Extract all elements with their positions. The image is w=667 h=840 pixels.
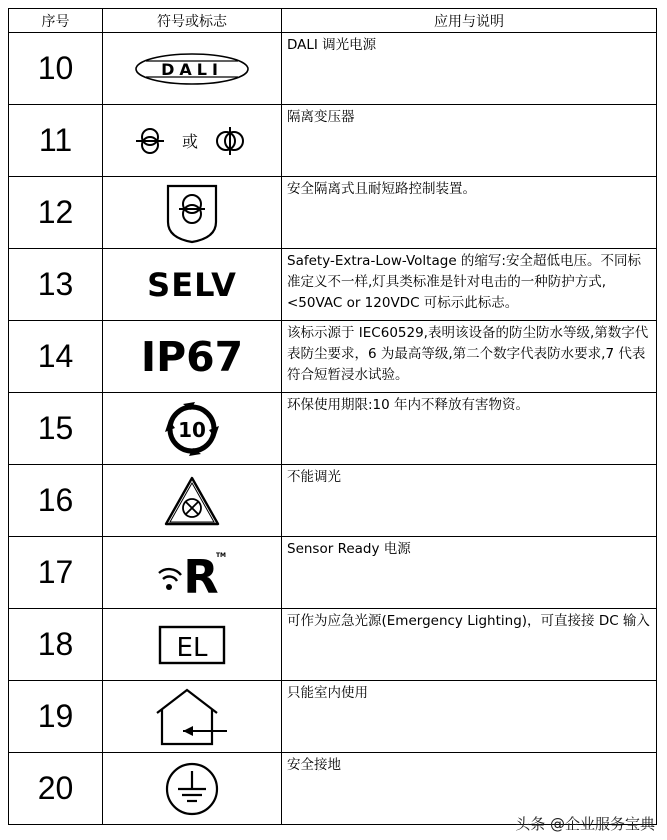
row-num: 12 (9, 177, 103, 249)
row-desc: DALI 调光电源 (282, 33, 657, 105)
row-desc: 安全隔离式且耐短路控制装置。 (282, 177, 657, 249)
trademark-text: TM (215, 551, 227, 559)
short-circuit-proof-transformer-icon (164, 182, 220, 244)
row-num: 11 (9, 105, 103, 177)
row-num: 17 (9, 537, 103, 609)
table-row (9, 393, 657, 465)
indoor-use-icon (153, 687, 231, 747)
watermark: 头条 @企业服务宝典 (515, 815, 655, 833)
row-desc: 环保使用期限:10 年内不释放有害物资。 (282, 393, 657, 465)
row-desc: Sensor Ready 电源 (282, 537, 657, 609)
table-row (9, 33, 657, 105)
header-symbol: 符号或标志 (103, 9, 282, 33)
not-dimmable-icon (163, 475, 221, 527)
eco-use-period-icon (161, 398, 223, 460)
header-row (9, 9, 657, 33)
table-row (9, 465, 657, 537)
dali-logo-icon (134, 52, 250, 86)
row-num: 18 (9, 609, 103, 681)
row-desc: 安全接地 (282, 753, 657, 825)
header-desc: 应用与说明 (282, 9, 657, 33)
row-num: 14 (9, 321, 103, 393)
row-desc: 只能室内使用 (282, 681, 657, 753)
isolating-transformer-icon (132, 124, 252, 158)
row-num: 19 (9, 681, 103, 753)
row-num: 20 (9, 753, 103, 825)
row-num: 16 (9, 465, 103, 537)
header-num: 序号 (9, 9, 103, 33)
table-row (9, 177, 657, 249)
dali-logo-text: DALI (161, 59, 223, 79)
row-num: 13 (9, 249, 103, 321)
eco-number: 10 (178, 417, 206, 442)
sensor-ready-icon (157, 547, 227, 599)
row-desc: Safety-Extra-Low-Voltage 的缩写:安全超低电压。不同标准定义不一样,灯具类标准是针对电击的一种防护方式, <50VAC or 120VDC 可标示此标志。 (282, 249, 657, 321)
emergency-lighting-icon (158, 625, 226, 665)
row-num: 15 (9, 393, 103, 465)
row-desc: 不能调光 (282, 465, 657, 537)
table-row (9, 537, 657, 609)
table-row (9, 681, 657, 753)
el-text: EL (176, 632, 208, 663)
protective-earth-icon (164, 761, 220, 817)
table-row (9, 249, 657, 321)
table-row (9, 105, 657, 177)
symbol-table (8, 8, 657, 825)
selv-text: SELV (147, 265, 237, 304)
ip67-text: IP67 (140, 332, 244, 381)
table-row (9, 321, 657, 393)
row-desc: 该标示源于 IEC60529,表明该设备的防尘防水等级,第数字代表防尘要求，6 为最高等级,第二个数字代表防水要求,7 代表符合短暂浸水试验。 (282, 321, 657, 393)
table-row (9, 609, 657, 681)
row-num: 10 (9, 33, 103, 105)
row-desc: 隔离变压器 (282, 105, 657, 177)
sensor-ready-r: R (183, 549, 219, 599)
row-desc: 可作为应急光源(Emergency Lighting)，可直接接 DC 输入 (282, 609, 657, 681)
or-text: 或 (181, 131, 199, 151)
